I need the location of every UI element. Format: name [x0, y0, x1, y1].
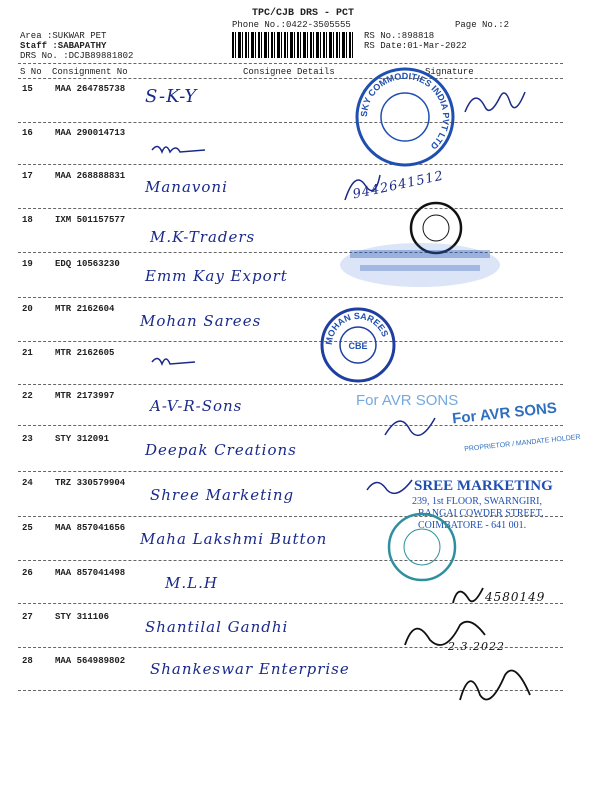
row-consignment: TRZ 330579904	[55, 478, 126, 488]
row-divider	[18, 384, 563, 385]
sree-marketing-address-3: COIMBATORE - 641 001.	[418, 520, 527, 531]
mohan-stamp-text: MOHAN SAREES	[323, 310, 391, 346]
row-handwriting: Emm Kay Export	[145, 267, 288, 285]
row-divider	[18, 560, 563, 561]
row-handwriting: Manavoni	[145, 178, 228, 196]
phone-note: 9442641512	[351, 168, 446, 203]
document-title: TPC/CJB DRS - PCT	[252, 8, 355, 19]
row-handwriting: S-K-Y	[145, 86, 198, 107]
row-handwriting: M.K-Traders	[150, 228, 256, 246]
row-sno: 27	[22, 612, 33, 622]
avr-stamp-1: For AVR SONS	[356, 392, 459, 409]
row-consignment: MAA 564989802	[55, 656, 126, 666]
handwriting-scribble	[150, 138, 210, 158]
mohan-sarees-stamp	[318, 305, 398, 385]
row-handwriting: A-V-R-Sons	[150, 397, 243, 415]
row-sno: 17	[22, 171, 33, 181]
signature	[380, 410, 440, 445]
cbe-text: CBE	[348, 341, 368, 351]
row-sno: 15	[22, 84, 33, 94]
col-signature: Signature	[425, 67, 474, 77]
row-sno: 24	[22, 478, 33, 488]
avr-stamp-2: For AVR SONS	[451, 399, 558, 428]
row-handwriting: Deepak Creations	[145, 441, 297, 459]
row-consignment: MAA 290014713	[55, 128, 126, 138]
row-consignment: MTR 2162604	[55, 304, 115, 314]
header-divider	[18, 63, 563, 64]
row-consignment: MAA 264785738	[55, 84, 126, 94]
row-consignment: MTR 2162605	[55, 348, 115, 358]
row-sno: 28	[22, 656, 33, 666]
row-sno: 23	[22, 434, 33, 444]
row-sno: 18	[22, 215, 33, 225]
row-handwriting: M.L.H	[165, 574, 218, 592]
page-number: Page No.:2	[455, 20, 510, 30]
row-consignment: MAA 857041656	[55, 523, 126, 533]
signature	[460, 82, 530, 127]
handwriting-scribble	[150, 350, 200, 370]
signature	[448, 578, 488, 613]
avr-stamp-3: PROPRIETOR / MANDATE HOLDER	[463, 433, 581, 454]
row-consignment: MTR 2173997	[55, 391, 115, 401]
row-handwriting: Shankeswar Enterprise	[150, 660, 350, 678]
phone-number: Phone No.:0422-3505555	[232, 20, 351, 30]
row-consignment: IXM 501157577	[55, 215, 126, 225]
row-sno: 25	[22, 523, 33, 533]
row-divider	[18, 471, 563, 472]
company-stamp	[335, 235, 505, 295]
sree-marketing-title: SREE MARKETING	[414, 478, 553, 494]
drs-number: DRS No. :DCJB89881802	[20, 51, 134, 61]
row-sno: 16	[22, 128, 33, 138]
column-divider	[18, 78, 563, 79]
row-consignment: EDQ 10563230	[55, 259, 120, 269]
row-consignment: MAA 268888831	[55, 171, 126, 181]
row-sno: 26	[22, 568, 33, 578]
rs-date: RS Date:01-Mar-2022	[364, 41, 467, 51]
row-divider	[18, 297, 563, 298]
row-consignment: STY 312091	[55, 434, 110, 444]
sky-commodities-stamp	[350, 62, 460, 172]
sree-marketing-address-1: 239, 1st FLOOR, SWARNGIRI,	[412, 496, 543, 507]
row-divider	[18, 425, 563, 426]
col-sno: S No	[20, 67, 42, 77]
row-handwriting: Mohan Sarees	[140, 312, 262, 330]
row-handwriting: Maha Lakshmi Button	[140, 530, 328, 548]
signature	[362, 470, 422, 505]
sky-stamp-text: SKY COMMODITIES INDIA PVT LTD	[358, 70, 452, 152]
green-circle-stamp	[385, 510, 460, 585]
row-sno: 19	[22, 259, 33, 269]
signature	[450, 660, 540, 715]
rs-number: RS No.:898818	[364, 31, 435, 41]
col-consignment: Consignment No	[52, 67, 128, 77]
row-divider	[18, 341, 563, 342]
row-divider	[18, 164, 563, 165]
row-handwriting: Shree Marketing	[150, 486, 295, 504]
row-sno: 21	[22, 348, 33, 358]
area: Area :SUKWAR PET	[20, 31, 107, 41]
row-27-date: 2.3.2022	[448, 640, 505, 653]
row-consignment: STY 311106	[55, 612, 110, 622]
barcode	[232, 32, 354, 58]
row-sno: 22	[22, 391, 33, 401]
row-handwriting: Shantilal Gandhi	[145, 618, 289, 636]
row-26-note: 4580149	[485, 590, 546, 604]
row-divider	[18, 208, 563, 209]
sree-marketing-address-2: RANGAI COWDER STREET,	[418, 508, 544, 519]
row-consignment: MAA 857041498	[55, 568, 126, 578]
col-consignee: Consignee Details	[243, 67, 335, 77]
row-sno: 20	[22, 304, 33, 314]
staff: Staff :SABAPATHY	[20, 41, 107, 51]
